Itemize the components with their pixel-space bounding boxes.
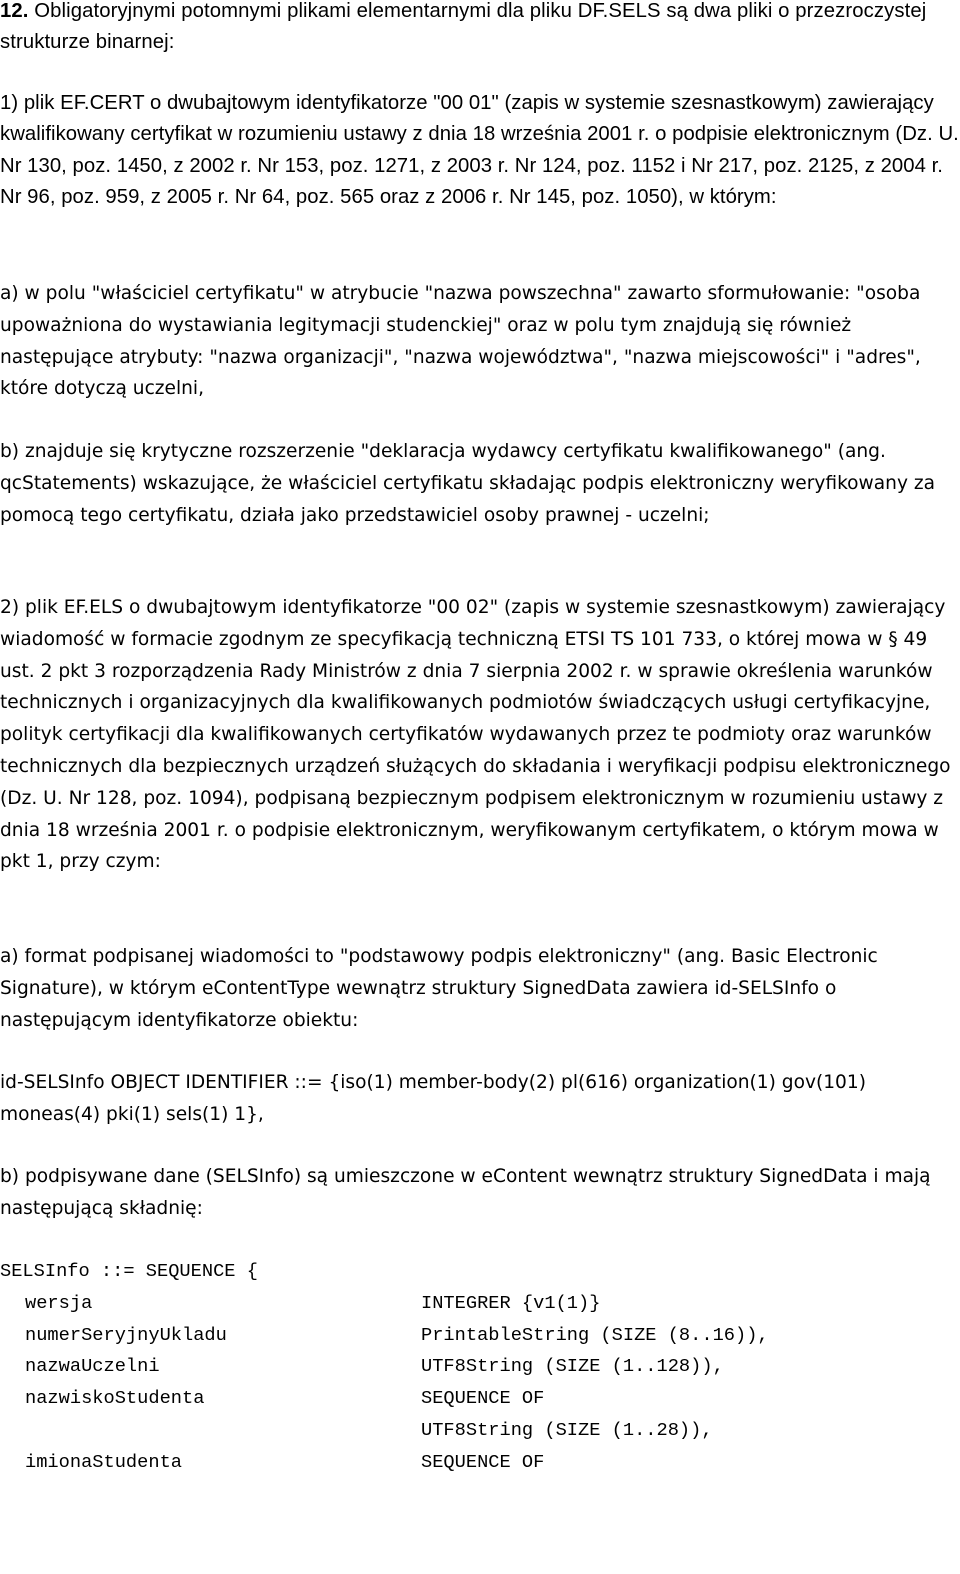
section-number: 12.	[0, 0, 29, 22]
file2-oid: id-SELSInfo OBJECT IDENTIFIER ::= {iso(1) member-body(2) pl(616) organization(1) gov(101) moneas(4) pki(1) sels(1) 1},	[0, 1072, 866, 1125]
asn1-code-block	[0, 1256, 960, 1479]
code-row	[0, 1383, 960, 1415]
code-row	[0, 1415, 960, 1447]
file2-intro: 2) plik EF.ELS o dwubajtowym identyfikatorze "00 02" (zapis w systemie szesnastkowym) zawierający wiadomość w formacie zgodnym ze specyfikacją techniczną ETSI TS 101 733, o której mowa w § 49 ust. 2 pkt 3 rozporządzenia Rady Ministrów z dnia 7 sierpnia 2002 r. w sprawie określenia warunków technicznych i organizacyjnych dla kwalifikowanych podmiotów świadczących usługi certyfikacyjne, polityk certyfikacji dla kwalifikowanych certyfikatów wydawanych przez te podmioty oraz warunków technicznych dla bezpiecznych urządzeń służących do składania i weryfikacji podpisu elektronicznego (Dz. U. Nr 128, poz. 1094), podpisaną bezpiecznym podpisem elektronicznym w rozumieniu ustawy z dnia 18 września 2001 r. o podpisie elektronicznym, weryfikowanym certyfikatem, o którym mowa w pkt 1, przy czym:	[0, 597, 951, 873]
code-field-type: INTEGRER {v1(1)}	[421, 1291, 601, 1314]
file2-item-a: a) format podpisanej wiadomości to "podstawowy podpis elektroniczny" (ang. Basic Electronic Signature), w którym eContentType wewnątrz struktury SignedData zawiera id-SELSInfo o następującym identyfikatorze obiektu:	[0, 946, 878, 1031]
code-header-row	[0, 1256, 960, 1288]
section-heading-text: Obligatoryjnymi potomnymi plikami elementarnymi dla pliku DF.SELS są dwa pliki o przezroczystej strukturze binarnej:	[0, 0, 927, 53]
code-row	[0, 1320, 960, 1352]
code-field-type: UTF8String (SIZE (1..28)),	[421, 1418, 713, 1441]
code-row	[0, 1351, 960, 1383]
code-field-name: wersja	[25, 1291, 93, 1314]
section-heading	[0, 0, 958, 58]
code-row	[0, 1288, 960, 1320]
code-field-name: nazwaUczelni	[25, 1355, 160, 1378]
code-field-type: PrintableString (SIZE (8..16)),	[421, 1323, 769, 1346]
file1-intro: 1) plik EF.CERT o dwubajtowym identyfikatorze "00 01" (zapis w systemie szesnastkowym) zawierający kwalifikowany certyfikat w rozumieniu ustawy z dnia 18 września 2001 r. o podpisie elektronicznym (Dz. U. Nr 130, poz. 1450, z 2002 r. Nr 153, poz. 1271, z 2003 r. Nr 124, poz. 1152 i Nr 217, poz. 2125, z 2004 r. Nr 96, poz. 959, z 2005 r. Nr 64, poz. 565 oraz z 2006 r. Nr 145, poz. 1050), w którym:	[0, 92, 959, 208]
file1-item-b: b) znajduje się krytyczne rozszerzenie "deklaracja wydawcy certyfikatu kwalifikowanego" (ang. qcStatements) wskazujące, że właściciel certyfikatu składając podpis elektroniczny weryfikowany za pomocą tego certyfikatu, działa jako przedstawiciel osoby prawnej - uczelni;	[0, 441, 936, 526]
code-field-name: nazwiskoStudenta	[25, 1387, 205, 1410]
file2-item-b: b) podpisywane dane (SELSInfo) są umieszczone w eContent wewnątrz struktury SignedData i mają następującą składnię:	[0, 1166, 931, 1219]
code-field-type: SEQUENCE OF	[421, 1450, 545, 1473]
code-row	[0, 1447, 960, 1479]
code-field-name: imionaStudenta	[25, 1450, 183, 1473]
code-header: SELSInfo ::= SEQUENCE {	[0, 1260, 258, 1282]
code-field-type: UTF8String (SIZE (1..128)),	[421, 1355, 724, 1378]
code-field-name: numerSeryjnyUkladu	[25, 1323, 227, 1346]
code-field-type: SEQUENCE OF	[421, 1387, 545, 1410]
file1-item-a: a) w polu "właściciel certyfikatu" w atrybucie "nazwa powszechna" zawarto sformułowanie: "osoba upoważniona do wystawiania legitymacji studenckiej" oraz w polu tym znajdują się również następujące atrybuty: "nazwa organizacji", "nazwa województwa", "nazwa miejscowości" i "adres", które dotyczą uczelni,	[0, 283, 921, 400]
